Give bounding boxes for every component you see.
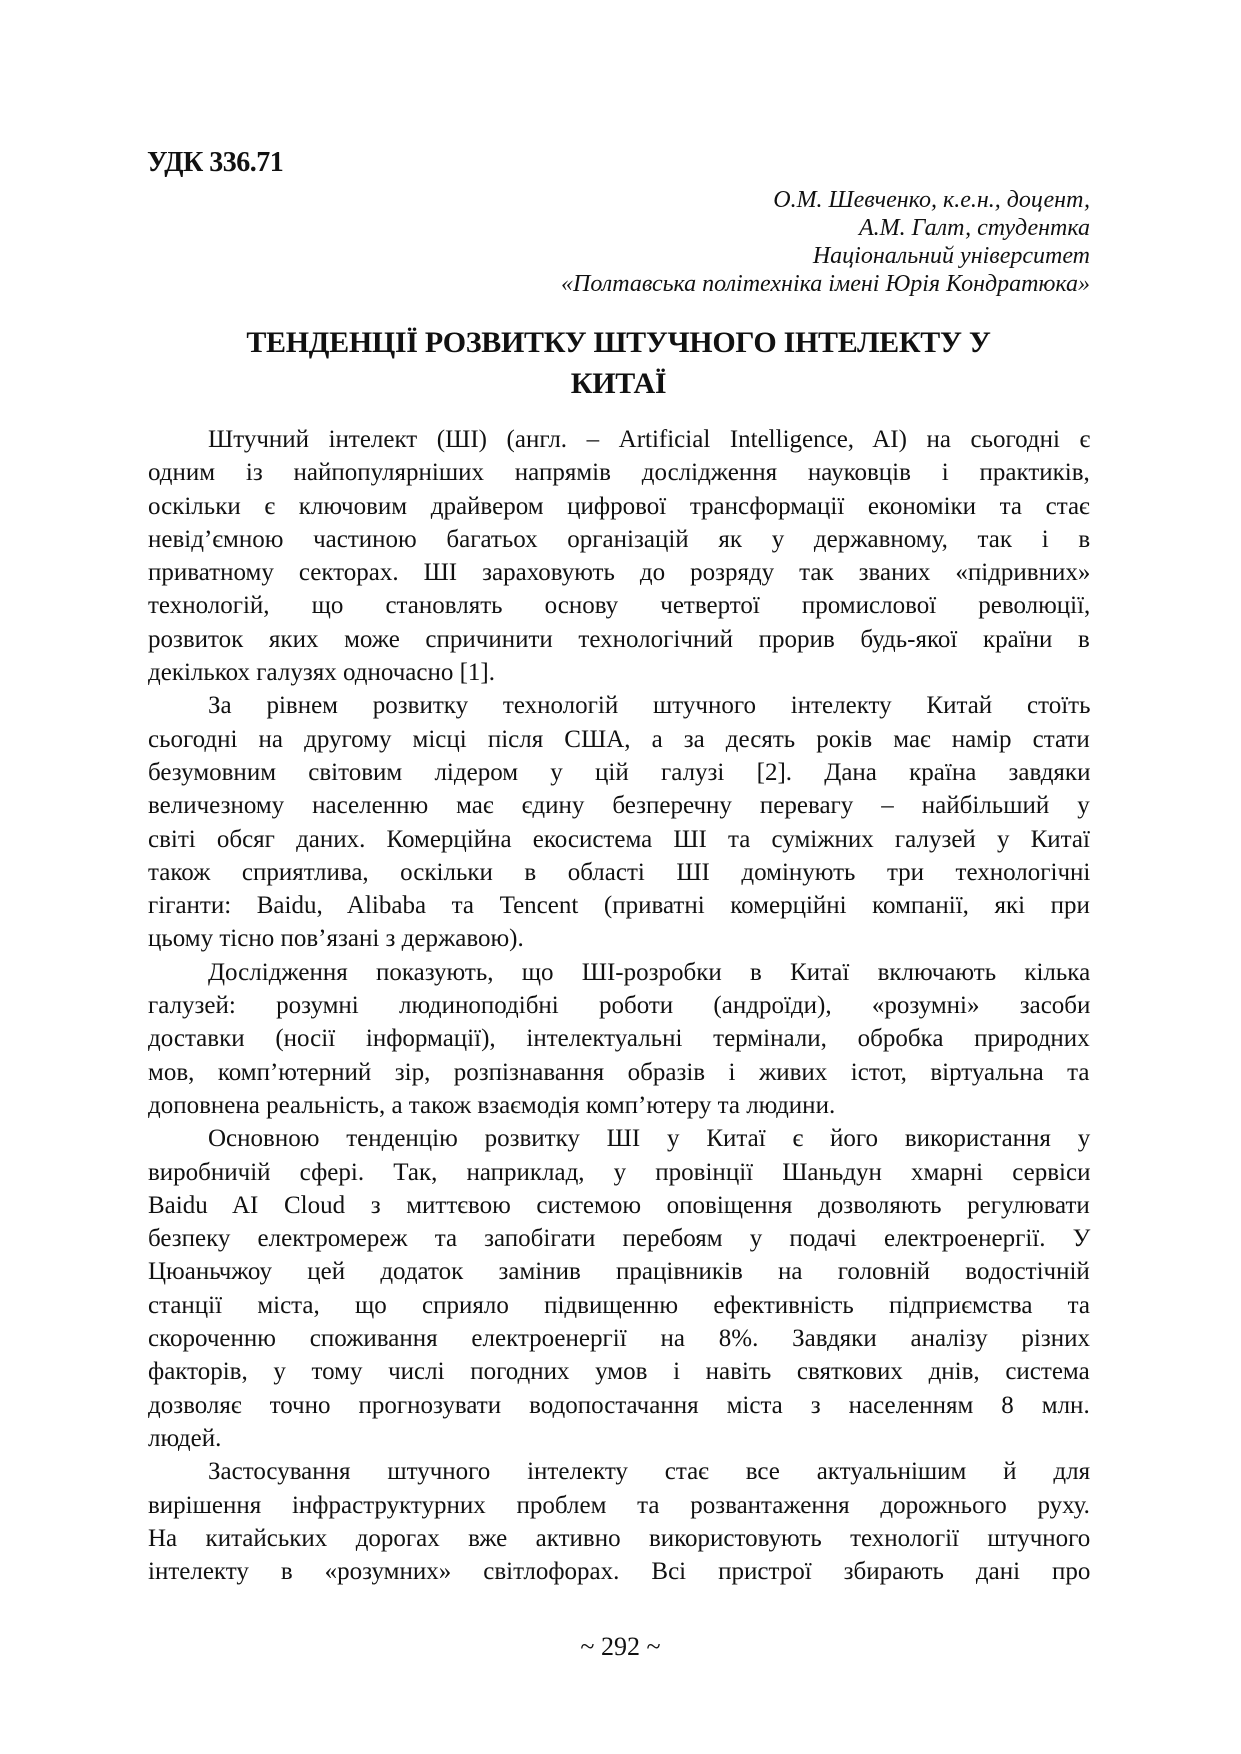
article-body xyxy=(148,423,1090,1588)
text-line: виробничій сфері. Так, наприклад, у провінції Шаньдун хмарні сервіси xyxy=(148,1158,1091,1186)
text-line: також сприятлива, оскільки в області ШІ домінують три технологічні xyxy=(148,858,1091,886)
author-line: А.М. Галт, студентка xyxy=(858,215,1090,241)
text-line: За рівнем розвитку технологій штучного інтелекту Китай стоїть xyxy=(208,692,1091,720)
paragraph xyxy=(148,1122,1090,1455)
text-line: гіганти: Baidu, Alibaba та Tencent (приватні комерційні компанії, які при xyxy=(148,892,1090,920)
text-line: безпеку електромереж та запобігати перебоям у подачі електроенергії. У xyxy=(148,1225,1091,1253)
text-line: величезному населенню має єдину безперечну перевагу – найбільший у xyxy=(148,792,1090,820)
paragraph xyxy=(148,689,1090,955)
text-line: світі обсяг даних. Комерційна екосистема ШІ та суміжних галузей у Китаї xyxy=(148,825,1090,853)
text-line: Застосування штучного інтелекту стає все актуальнішим й для xyxy=(208,1458,1091,1486)
text-line: декількох галузях одночасно [1]. xyxy=(148,659,495,687)
text-line: людей. xyxy=(148,1424,222,1452)
text-line: Дослідження показують, що ШІ-розробки в Китаї включають кілька xyxy=(208,958,1091,986)
paragraph xyxy=(148,423,1090,689)
text-line: Baidu AI Cloud з миттєвою системою оповіщення дозволяють регулювати xyxy=(148,1191,1090,1219)
udc-code: УДК 336.71 xyxy=(147,147,284,178)
text-line: доставки (носії інформації), інтелектуальні термінали, обробка природних xyxy=(148,1025,1090,1053)
paragraph xyxy=(148,1455,1090,1588)
text-line: приватному секторах. ШІ зараховують до розряду так званих «підривних» xyxy=(148,559,1091,587)
text-line: невід’ємною частиною багатьох організацій як у державному, так і в xyxy=(148,525,1091,553)
title-line: КИТАЇ xyxy=(570,367,667,400)
text-line: скороченню споживання електроенергії на 8%. Завдяки аналізу різних xyxy=(148,1325,1090,1353)
text-line: галузей: розумні людиноподібні роботи (андроїди), «розумні» засоби xyxy=(148,992,1091,1020)
text-line: дозволяє точно прогнозувати водопостачання міста з населенням 8 млн. xyxy=(148,1391,1090,1419)
article-title xyxy=(147,322,1090,404)
page-number: ~ 292 ~ xyxy=(580,1632,661,1661)
text-line: Цюаньчжоу цей додаток замінив працівників на головній водостічній xyxy=(148,1258,1090,1286)
text-line: мов, комп’ютерний зір, розпізнавання образів і живих істот, віртуальна та xyxy=(148,1058,1090,1086)
text-line: станції міста, що сприяло підвищенню ефективність підприємства та xyxy=(148,1291,1090,1319)
text-line: факторів, у тому числі погодних умов і навіть святкових днів, система xyxy=(148,1358,1090,1386)
text-line: На китайських дорогах вже активно використовують технології штучного xyxy=(148,1524,1091,1552)
text-line: технологій, що становлять основу четвертої промислової революції, xyxy=(148,592,1091,620)
text-line: одним із найпопулярніших напрямів дослідження науковців і практиків, xyxy=(148,459,1090,487)
text-line: безумовним світовим лідером у цій галузі [2]. Дана країна завдяки xyxy=(148,758,1091,786)
text-line: доповнена реальність, а також взаємодія комп’ютеру та людини. xyxy=(148,1091,836,1119)
affiliation-line: «Полтавська політехніка імені Юрія Кондратюка» xyxy=(561,271,1090,297)
author-block xyxy=(290,186,1090,298)
text-line: сьогодні на другому місці після США, а за десять років має намір стати xyxy=(148,725,1090,753)
title-line: ТЕНДЕНЦІЇ РОЗВИТКУ ШТУЧНОГО ІНТЕЛЕКТУ У xyxy=(246,326,991,359)
text-line: Основною тенденцію розвитку ШІ у Китаї є його використання у xyxy=(208,1125,1091,1153)
text-line: цьому тісно пов’язані з державою). xyxy=(148,925,524,953)
text-line: розвиток яких може спричинити технологічний прорив будь-якої країни в xyxy=(148,625,1090,653)
text-line: вирішення інфраструктурних проблем та розвантаження дорожнього руху. xyxy=(148,1491,1090,1519)
affiliation-line: Національний університет xyxy=(812,243,1090,269)
text-line: Штучний інтелект (ШІ) (англ. – Artificial Intelligence, AI) на сьогодні є xyxy=(208,426,1091,453)
paragraph xyxy=(148,956,1090,1122)
text-line: оскільки є ключовим драйвером цифрової трансформації економіки та стає xyxy=(148,492,1090,520)
author-line: О.М. Шевченко, к.е.н., доцент, xyxy=(773,187,1090,213)
text-line: інтелекту в «розумних» світлофорах. Всі пристрої збирають дані про xyxy=(148,1558,1091,1586)
